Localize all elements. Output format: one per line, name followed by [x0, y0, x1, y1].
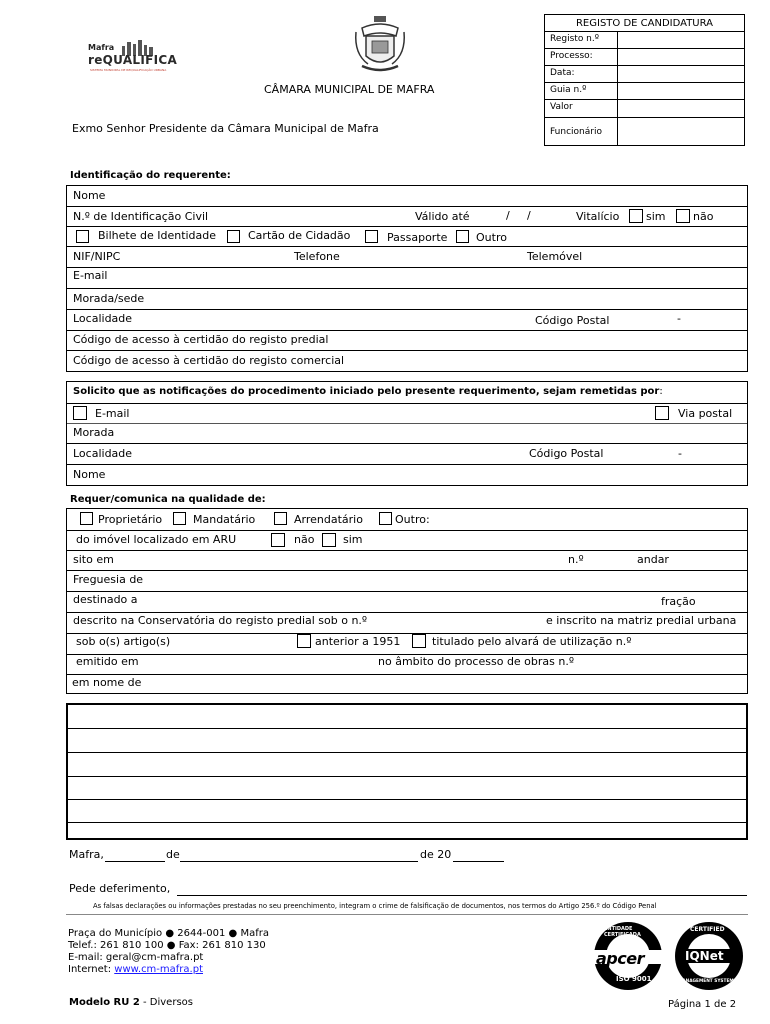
arrendatario-checkbox[interactable]	[274, 512, 287, 525]
vitalicio-sim-label: sim	[646, 210, 666, 223]
field-cert-predial[interactable]: Código de acesso à certidão do registo predial	[73, 333, 329, 346]
vitalicio-label: Vitalício	[576, 210, 620, 223]
field-ambito[interactable]: no âmbito do processo de obras n.º	[378, 655, 575, 668]
vitalicio-nao-checkbox[interactable]	[676, 209, 690, 223]
aru-sim-checkbox[interactable]	[322, 533, 336, 547]
registo-title: REGISTO DE CANDIDATURA	[575, 18, 714, 29]
notif-email-label: E-mail	[95, 407, 130, 420]
aru-sim-label: sim	[343, 533, 363, 546]
mafra-date-label: Mafra,	[69, 848, 104, 861]
field-morada[interactable]: Morada/sede	[73, 292, 145, 305]
registo-row: Processo:	[550, 51, 593, 61]
vitalicio-nao-label: não	[693, 210, 714, 223]
iso-text: ISO 9001	[616, 975, 652, 983]
notif-postal-dash: -	[678, 447, 682, 460]
mandatario-label: Mandatário	[193, 513, 256, 526]
field-valido-ate[interactable]: Válido até	[415, 210, 470, 223]
registo-row: Valor	[550, 102, 573, 112]
coat-of-arms-icon	[352, 14, 408, 76]
model-code: Modelo RU 2	[69, 997, 140, 1008]
field-freguesia[interactable]: Freguesia de	[73, 573, 144, 586]
proprietario-checkbox[interactable]	[80, 512, 93, 525]
disclaimer-text: As falsas declarações ou informações prestadas no seu preenchimento, integram o crime de falsificação de documentos, nos termos do Artigo 256.º do Código Penal	[93, 902, 657, 910]
contact-phone: Telef.: 261 810 100 ● Fax: 261 810 130	[68, 940, 266, 951]
proprietario-label: Proprietário	[98, 513, 163, 526]
registo-row: Data:	[550, 68, 575, 78]
field-destinado[interactable]: destinado a	[73, 593, 138, 606]
outro-qualidade-label: Outro:	[395, 513, 430, 526]
page-title: CÂMARA MUNICIPAL DE MAFRA	[264, 83, 435, 96]
date-year-field[interactable]	[453, 861, 504, 862]
field-andar[interactable]: andar	[637, 553, 669, 566]
notif-via-postal-label: Via postal	[678, 407, 733, 420]
signature-field[interactable]	[177, 895, 747, 896]
iqnet-text: IQNet	[685, 949, 724, 963]
footer-divider	[66, 914, 748, 915]
field-cert-comercial[interactable]: Código de acesso à certidão do registo comercial	[73, 354, 345, 367]
date-de-label: de	[166, 848, 180, 861]
model-label	[69, 997, 193, 1008]
notificacoes-title-text: Solicito que as notificações do procedimento iniciado pelo presente requerimento, sejam remetidas por	[73, 386, 660, 397]
date-month-field[interactable]	[180, 861, 418, 862]
notificacoes-title	[73, 386, 663, 397]
iqnet-ring-top: CERTIFIED	[690, 926, 725, 933]
aru-nao-checkbox[interactable]	[271, 533, 285, 547]
model-suffix: - Diversos	[139, 997, 193, 1008]
notif-codigo-postal[interactable]: Código Postal	[529, 447, 604, 460]
notif-localidade[interactable]: Localidade	[73, 447, 133, 460]
apcer-certification-logo	[590, 920, 670, 992]
outro-qualidade-checkbox[interactable]	[379, 512, 392, 525]
date-slash: /	[506, 209, 510, 222]
notif-nome[interactable]: Nome	[73, 468, 106, 481]
field-nome-de[interactable]: em nome de	[72, 676, 142, 689]
field-nome[interactable]: Nome	[73, 189, 106, 202]
observacoes-box[interactable]	[66, 703, 748, 840]
logo-line1: Mafra	[88, 43, 115, 52]
page-number: Página 1 de 2	[668, 999, 737, 1010]
bi-checkbox[interactable]	[76, 230, 89, 243]
notificacoes-colon: :	[659, 386, 663, 397]
registo-row: Registo n.º	[550, 34, 599, 44]
passaporte-label: Passaporte	[387, 231, 448, 244]
field-inscrito[interactable]: e inscrito na matriz predial urbana	[546, 614, 737, 627]
bi-label: Bilhete de Identidade	[98, 229, 217, 242]
registo-box	[544, 14, 745, 146]
contact-internet	[68, 964, 203, 975]
cc-label: Cartão de Cidadão	[248, 229, 351, 242]
cc-checkbox[interactable]	[227, 230, 240, 243]
mandatario-checkbox[interactable]	[173, 512, 186, 525]
field-codigo-postal[interactable]: Código Postal	[535, 314, 610, 327]
logo-line2: reQUALIFICA	[88, 53, 178, 67]
field-fracao[interactable]: fração	[661, 595, 696, 608]
field-telemovel[interactable]: Telemóvel	[527, 250, 583, 263]
registo-row: Funcionário	[550, 127, 602, 137]
website-link[interactable]: www.cm-mafra.pt	[114, 964, 203, 975]
outro-checkbox[interactable]	[456, 230, 469, 243]
arrendatario-label: Arrendatário	[294, 513, 363, 526]
internet-label: Internet:	[68, 964, 115, 975]
field-descrito[interactable]: descrito na Conservatória do registo predial sob o n.º	[73, 614, 368, 627]
pede-deferimento-label: Pede deferimento,	[69, 882, 171, 895]
field-telefone[interactable]: Telefone	[294, 250, 340, 263]
date-day-field[interactable]	[105, 861, 165, 862]
postal-dash: -	[677, 312, 681, 325]
apcer-ring-text: ENTIDADE CERTIFICADA	[604, 926, 641, 938]
field-localidade[interactable]: Localidade	[73, 312, 133, 325]
field-artigos[interactable]: sob o(s) artigo(s)	[76, 635, 171, 648]
iqnet-certification-logo	[672, 920, 746, 992]
outro-label: Outro	[476, 231, 507, 244]
apcer-text: apcer	[596, 949, 644, 968]
registo-row: Guia n.º	[550, 85, 587, 95]
titulado-label: titulado pelo alvará de utilização n.º	[432, 635, 632, 648]
iqnet-ring-bottom: MANAGEMENT SYSTEM	[678, 979, 734, 984]
field-email[interactable]: E-mail	[73, 269, 108, 282]
aru-nao-label: não	[294, 533, 315, 546]
date-slash: /	[527, 209, 531, 222]
vitalicio-sim-checkbox[interactable]	[629, 209, 643, 223]
contact-email: E-mail: geral@cm-mafra.pt	[68, 952, 204, 963]
titulado-checkbox[interactable]	[412, 634, 426, 648]
passaporte-checkbox[interactable]	[365, 230, 378, 243]
contact-address: Praça do Município ● 2644-001 ● Mafra	[68, 928, 269, 939]
identificacao-label: Identificação do requerente:	[70, 170, 231, 181]
notif-morada[interactable]: Morada	[73, 426, 115, 439]
notif-via-postal-checkbox[interactable]	[655, 406, 669, 420]
date-de20-label: de 20	[420, 848, 452, 861]
field-emitido[interactable]: emitido em	[76, 655, 139, 668]
field-numero[interactable]: n.º	[568, 553, 584, 566]
anterior-1951-label: anterior a 1951	[315, 635, 401, 648]
field-nif[interactable]: NIF/NIPC	[73, 250, 121, 263]
addressee-text: Exmo Senhor Presidente da Câmara Municipal de Mafra	[72, 122, 379, 135]
field-id-civil[interactable]: N.º de Identificação Civil	[73, 210, 209, 223]
imovel-aru-label: do imóvel localizado em ARU	[76, 533, 237, 546]
anterior-1951-checkbox[interactable]	[297, 634, 311, 648]
qualidade-label: Requer/comunica na qualidade de:	[70, 494, 266, 505]
notif-email-checkbox[interactable]	[73, 406, 87, 420]
logo-line3: SISTEMA MUNICIPAL DE REQUALIFICAÇÃO URBANA	[90, 68, 167, 72]
requalifica-logo	[86, 38, 176, 72]
field-sito-em[interactable]: sito em	[73, 553, 114, 566]
